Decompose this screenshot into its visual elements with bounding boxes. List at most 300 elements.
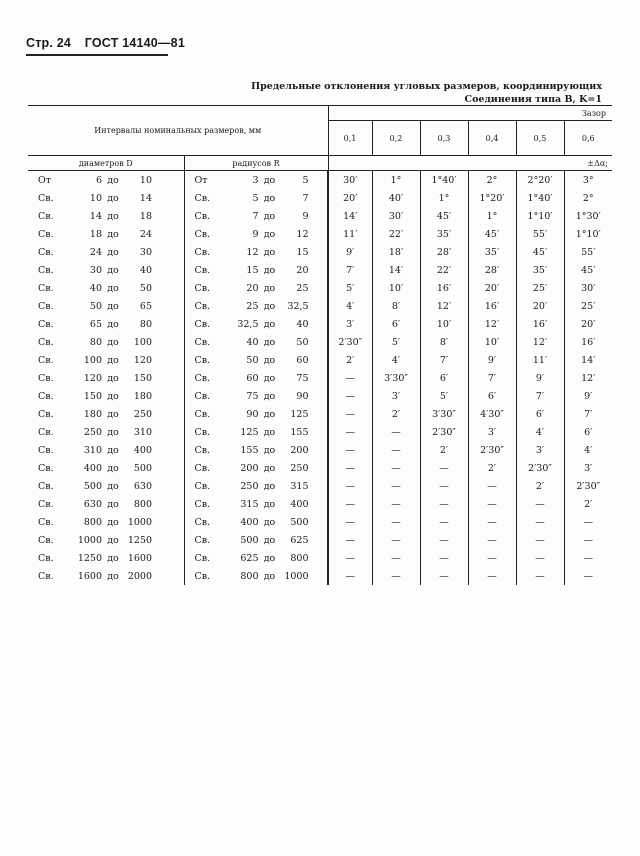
table-row [28, 333, 612, 351]
radius-to: 15 [296, 246, 309, 258]
deviation-value: 45′ [581, 264, 596, 276]
diameter-to-word: до [107, 552, 119, 564]
radius-to-word: до [263, 354, 276, 366]
diameter-prefix: Св. [38, 426, 54, 438]
radius-to-word: до [263, 264, 276, 276]
table-caption [251, 80, 602, 106]
deviation-value: 7′ [516, 387, 564, 405]
diameter-prefix: Св. [38, 408, 54, 420]
page-header [26, 36, 195, 50]
diameter-interval [28, 225, 184, 243]
deviation-value: — [516, 549, 564, 567]
radius-from: 60 [246, 372, 259, 384]
deviation-value: — [468, 549, 516, 567]
table-row [28, 405, 612, 423]
diameter-to-word: до [107, 228, 119, 240]
gap-col-6: 0,6 [564, 121, 612, 156]
diameter-to-word: до [107, 534, 119, 546]
deviation-value: 20′ [516, 297, 564, 315]
deviation-value: 35′ [468, 243, 516, 261]
deviation-value: 1°40′ [516, 189, 564, 207]
deviation-value: 1°20′ [468, 189, 516, 207]
diameter-prefix: От [38, 174, 52, 186]
gap-col-5: 0,5 [516, 121, 564, 156]
diameter-to: 1000 [127, 516, 152, 528]
diameter-from: 80 [89, 336, 102, 348]
radius-from: 625 [240, 552, 259, 564]
gap-col-2: 0,2 [372, 121, 420, 156]
diameter-from: 400 [83, 462, 102, 474]
deviation-value: 3′ [372, 387, 420, 405]
radius-from: 315 [240, 498, 259, 510]
deviation-value: 7′ [420, 351, 468, 369]
radius-interval [184, 171, 328, 190]
diameter-to: 100 [133, 336, 152, 348]
deviation-value: — [583, 570, 593, 582]
deviation-value: 28′ [468, 261, 516, 279]
deviation-value: 1° [372, 171, 420, 190]
diameter-prefix: Св. [38, 462, 54, 474]
deviation-value: 4′ [372, 351, 420, 369]
radius-from: 125 [240, 426, 259, 438]
deviation-value: 9′ [468, 351, 516, 369]
deviation-value: 20′ [468, 279, 516, 297]
radius-to: 90 [296, 390, 309, 402]
radius-to-word: до [263, 498, 276, 510]
radius-to: 25 [296, 282, 309, 294]
radius-to-word: до [263, 534, 276, 546]
radius-interval [184, 369, 328, 387]
diameter-prefix: Св. [38, 372, 54, 384]
diameter-interval [28, 567, 184, 585]
radius-interval [184, 387, 328, 405]
radius-prefix: Св. [194, 336, 211, 348]
diameter-prefix: Св. [38, 354, 54, 366]
diameter-to-word: до [107, 498, 119, 510]
deviation-value: — [583, 534, 593, 546]
deviation-value: 1° [420, 189, 468, 207]
radius-prefix: Св. [194, 228, 211, 240]
radius-to-word: до [263, 336, 276, 348]
deviation-value: 12′ [516, 333, 564, 351]
deviation-value: — [328, 531, 372, 549]
radius-to: 32,5 [287, 300, 309, 312]
radius-to-word: до [263, 390, 276, 402]
standard-code: ГОСТ 14140—81 [84, 36, 185, 50]
deviation-value: 14′ [372, 261, 420, 279]
radius-from: 250 [240, 480, 259, 492]
table-row [28, 297, 612, 315]
deviation-value: — [583, 552, 593, 564]
radius-to: 20 [296, 264, 309, 276]
radius-interval [184, 243, 328, 261]
diameter-interval [28, 423, 184, 441]
deviation-value: 2′ [468, 459, 516, 477]
table-body [28, 171, 612, 586]
diameter-to-word: до [107, 264, 119, 276]
diameter-to-word: до [107, 408, 119, 420]
radius-prefix: От [194, 174, 208, 186]
diameter-to: 800 [133, 498, 152, 510]
diameter-to: 630 [133, 480, 152, 492]
radius-to-word: до [263, 462, 276, 474]
deviation-value: 14′ [328, 207, 372, 225]
deviation-value: — [372, 567, 420, 585]
diameter-to: 10 [139, 174, 152, 186]
deviation-value: — [468, 531, 516, 549]
deviation-value: 2′30″ [576, 480, 601, 492]
deviation-value: — [372, 441, 420, 459]
diameter-interval [28, 405, 184, 423]
diameter-interval [28, 387, 184, 405]
diameter-to: 310 [133, 426, 152, 438]
diameter-to-word: до [107, 426, 119, 438]
deviation-value: 5′ [372, 333, 420, 351]
deviation-value: 25′ [516, 279, 564, 297]
deviation-value: — [516, 513, 564, 531]
radius-prefix: Св. [194, 192, 211, 204]
deviation-value: 1° [468, 207, 516, 225]
table-row [28, 441, 612, 459]
deviation-value: — [328, 423, 372, 441]
radius-to: 50 [296, 336, 309, 348]
radius-interval [184, 189, 328, 207]
deviation-value: — [372, 477, 420, 495]
deviation-value: 2° [468, 171, 516, 190]
diameter-interval [28, 279, 184, 297]
diameter-prefix: Св. [38, 264, 54, 276]
diameter-interval [28, 243, 184, 261]
diameter-to: 180 [133, 390, 152, 402]
diameter-to: 150 [133, 372, 152, 384]
table-row [28, 567, 612, 585]
deviation-value: 18′ [372, 243, 420, 261]
deviation-value: 35′ [420, 225, 468, 243]
diameter-to-word: до [107, 192, 119, 204]
deviation-value: 1°10′ [516, 207, 564, 225]
diameter-interval [28, 189, 184, 207]
radius-from: 90 [246, 408, 259, 420]
diameter-interval [28, 459, 184, 477]
deviation-value: 4′ [584, 444, 593, 456]
deviation-value: 3′ [516, 441, 564, 459]
deviation-value: 4′ [328, 297, 372, 315]
table-row [28, 225, 612, 243]
radius-to-word: до [263, 192, 276, 204]
diameter-to-word: до [107, 318, 119, 330]
diameter-from: 250 [83, 426, 102, 438]
radius-interval [184, 441, 328, 459]
table-row [28, 315, 612, 333]
diameter-from: 500 [83, 480, 102, 492]
deviation-value: 2°20′ [516, 171, 564, 190]
diameter-to-word: до [107, 210, 119, 222]
intervals-header: Интервалы номинальных размеров, мм [28, 106, 328, 156]
deviation-value: 22′ [420, 261, 468, 279]
radius-interval [184, 459, 328, 477]
deviation-value: 3° [582, 174, 594, 186]
radius-to-word: до [263, 228, 276, 240]
header-rule [26, 54, 168, 56]
table-row [28, 477, 612, 495]
deviation-value: 11′ [516, 351, 564, 369]
deviation-value: — [583, 516, 593, 528]
diameter-prefix: Св. [38, 570, 54, 582]
radius-from: 40 [246, 336, 259, 348]
radius-to-word: до [263, 552, 276, 564]
diameter-from: 100 [83, 354, 102, 366]
diameter-to-word: до [107, 480, 119, 492]
diameter-prefix: Св. [38, 552, 54, 564]
diameter-from: 40 [89, 282, 102, 294]
radius-to-word: до [263, 426, 276, 438]
radius-from: 75 [246, 390, 259, 402]
radius-prefix: Св. [194, 354, 211, 366]
deviation-value: 28′ [420, 243, 468, 261]
radius-to: 12 [296, 228, 309, 240]
diameter-from: 630 [83, 498, 102, 510]
deviation-value: 2′30″ [516, 459, 564, 477]
deviation-value: 35′ [516, 261, 564, 279]
table-header [28, 106, 612, 171]
radius-to-word: до [263, 282, 276, 294]
deviation-value: 7′ [468, 369, 516, 387]
diameter-to: 2000 [127, 570, 152, 582]
deviation-value: 2′ [420, 441, 468, 459]
deviation-value: 20′ [581, 318, 596, 330]
deviation-value: — [468, 477, 516, 495]
radius-interval [184, 207, 328, 225]
radius-to: 125 [290, 408, 309, 420]
deviation-value: — [516, 531, 564, 549]
deviation-value: 2° [582, 192, 594, 204]
diameter-to-word: до [107, 354, 119, 366]
radius-to-word: до [263, 408, 276, 420]
diameter-to: 80 [139, 318, 152, 330]
radius-interval [184, 261, 328, 279]
deviation-value: 6′ [372, 315, 420, 333]
deviation-value: 14′ [581, 354, 596, 366]
deviation-value: 2′30″ [328, 333, 372, 351]
diameter-to-word: до [107, 570, 119, 582]
gap-col-1: 0,1 [328, 121, 372, 156]
deviation-value: 45′ [516, 243, 564, 261]
diameter-interval [28, 333, 184, 351]
diameter-interval [28, 369, 184, 387]
diameter-to: 40 [139, 264, 152, 276]
diameter-to: 65 [139, 300, 152, 312]
diameter-to-word: до [107, 300, 119, 312]
radius-interval [184, 531, 328, 549]
diameter-interval [28, 495, 184, 513]
diameter-prefix: Св. [38, 534, 54, 546]
table-row [28, 261, 612, 279]
radius-to: 315 [290, 480, 309, 492]
plus-minus-header [328, 156, 612, 171]
table-row [28, 351, 612, 369]
deviation-value: — [516, 567, 564, 585]
radius-to-word: до [263, 480, 276, 492]
radius-to: 40 [296, 318, 309, 330]
diameter-to: 1250 [127, 534, 152, 546]
deviation-value: — [328, 549, 372, 567]
diameter-from: 180 [83, 408, 102, 420]
radius-to-word: до [263, 444, 276, 456]
deviation-value: 3′ [328, 315, 372, 333]
deviation-value: 10′ [372, 279, 420, 297]
diameter-from: 1250 [77, 552, 102, 564]
deviation-value: 30′ [328, 171, 372, 190]
diameter-prefix: Св. [38, 300, 54, 312]
table-row [28, 423, 612, 441]
deviation-value: — [328, 477, 372, 495]
radius-to: 1000 [284, 570, 309, 582]
radius-prefix: Св. [194, 426, 211, 438]
radius-prefix: Св. [194, 318, 211, 330]
radius-prefix: Св. [194, 462, 211, 474]
deviation-value: 1°40′ [420, 171, 468, 190]
diameter-from: 10 [89, 192, 102, 204]
deviation-value: 12′ [420, 297, 468, 315]
gap-header [328, 106, 612, 121]
radius-from: 400 [240, 516, 259, 528]
radius-interval [184, 279, 328, 297]
diameter-to: 24 [139, 228, 152, 240]
diameter-from: 800 [83, 516, 102, 528]
radius-to-word: до [263, 210, 276, 222]
radius-prefix: Св. [194, 480, 211, 492]
table-row [28, 207, 612, 225]
radius-from: 200 [240, 462, 259, 474]
diameter-from: 14 [89, 210, 102, 222]
deviation-value: 55′ [581, 246, 596, 258]
radius-prefix: Св. [194, 210, 211, 222]
radius-interval [184, 423, 328, 441]
gap-col-4: 0,4 [468, 121, 516, 156]
table-row [28, 495, 612, 513]
diameter-to: 400 [133, 444, 152, 456]
diameter-prefix: Св. [38, 498, 54, 510]
diameter-to: 14 [139, 192, 152, 204]
diameter-from: 65 [89, 318, 102, 330]
diameter-to-word: до [107, 462, 119, 474]
deviation-value: 12′ [581, 372, 596, 384]
diameter-prefix: Св. [38, 318, 54, 330]
deviation-value: 25′ [581, 300, 596, 312]
radius-interval [184, 333, 328, 351]
deviation-value: 11′ [328, 225, 372, 243]
deviation-value: 3′30″ [420, 405, 468, 423]
radius-to: 9 [302, 210, 309, 222]
deviation-value: — [328, 369, 372, 387]
radius-prefix: Св. [194, 390, 211, 402]
diameter-interval [28, 207, 184, 225]
radius-from: 500 [240, 534, 259, 546]
deviation-value: 8′ [420, 333, 468, 351]
tolerance-table [28, 105, 612, 585]
deviation-value: 9′ [328, 243, 372, 261]
diameter-interval [28, 261, 184, 279]
diameter-prefix: Св. [38, 228, 54, 240]
radius-from: 20 [246, 282, 259, 294]
deviation-value: — [328, 459, 372, 477]
radius-interval [184, 477, 328, 495]
table-row [28, 387, 612, 405]
radius-to: 200 [290, 444, 309, 456]
diameter-interval [28, 297, 184, 315]
deviation-value: 16′ [468, 297, 516, 315]
deviation-value: 2′ [372, 405, 420, 423]
diameter-to: 250 [133, 408, 152, 420]
deviation-value: — [328, 405, 372, 423]
diameter-interval [28, 549, 184, 567]
table-row [28, 531, 612, 549]
diameter-prefix: Св. [38, 480, 54, 492]
deviation-value: — [328, 441, 372, 459]
radius-to: 400 [290, 498, 309, 510]
diameter-from: 30 [89, 264, 102, 276]
radius-from: 7 [252, 210, 259, 222]
plus-minus-label: ±Δα; [587, 158, 608, 168]
radius-from: 50 [246, 354, 259, 366]
radius-to: 5 [302, 174, 309, 186]
radius-prefix: Св. [194, 516, 211, 528]
deviation-value: 1°10′ [575, 228, 601, 240]
deviation-value: 4′ [516, 423, 564, 441]
radii-header: радиусов R [184, 156, 328, 171]
radius-to: 800 [290, 552, 309, 564]
radius-interval [184, 405, 328, 423]
diameter-from: 1600 [77, 570, 102, 582]
diameter-prefix: Св. [38, 246, 54, 258]
diameter-prefix: Св. [38, 390, 54, 402]
table-row [28, 243, 612, 261]
diameter-from: 150 [83, 390, 102, 402]
radius-from: 9 [252, 228, 259, 240]
radius-prefix: Св. [194, 570, 211, 582]
radius-to-word: до [263, 246, 276, 258]
diameter-to-word: до [107, 390, 119, 402]
deviation-value: 3′30″ [372, 369, 420, 387]
radius-to: 250 [290, 462, 309, 474]
diameter-prefix: Св. [38, 210, 54, 222]
table-row [28, 513, 612, 531]
deviation-value: 55′ [516, 225, 564, 243]
diameter-to-word: до [107, 336, 119, 348]
deviation-value: 2′ [584, 498, 593, 510]
deviation-value: — [420, 459, 468, 477]
diameter-to-word: до [107, 444, 119, 456]
deviation-value: — [468, 495, 516, 513]
diameter-interval [28, 351, 184, 369]
deviation-value: 6′ [584, 426, 593, 438]
radius-to-word: до [263, 372, 276, 384]
radius-prefix: Св. [194, 282, 211, 294]
radius-from: 5 [252, 192, 259, 204]
deviation-value: 45′ [468, 225, 516, 243]
deviation-value: — [328, 513, 372, 531]
diameter-interval [28, 171, 184, 190]
deviation-value: 22′ [372, 225, 420, 243]
deviation-value: 9′ [516, 369, 564, 387]
radius-to: 7 [302, 192, 309, 204]
diameter-from: 1000 [77, 534, 102, 546]
deviation-value: 3′ [468, 423, 516, 441]
radius-interval [184, 549, 328, 567]
radius-from: 12 [246, 246, 259, 258]
deviation-value: — [372, 531, 420, 549]
deviation-value: — [468, 513, 516, 531]
